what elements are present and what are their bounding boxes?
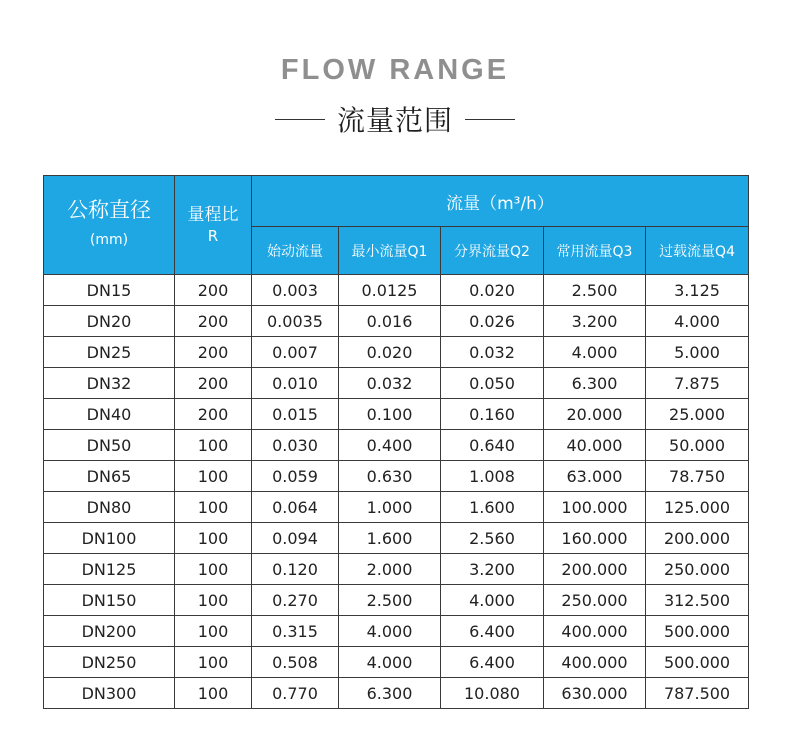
cell-flow-value: 20.000	[544, 399, 646, 430]
cell-flow-value: 3.200	[441, 554, 544, 585]
cell-flow-value: 4.000	[646, 306, 749, 337]
cell-range-ratio: 200	[175, 306, 252, 337]
table-row	[44, 368, 749, 399]
header-nominal-diameter	[44, 176, 175, 275]
cell-range-ratio: 100	[175, 678, 252, 709]
cell-flow-value: 1.000	[339, 492, 441, 523]
cell-flow-value: 200.000	[544, 554, 646, 585]
cell-flow-value: 0.160	[441, 399, 544, 430]
cell-flow-value: 0.032	[339, 368, 441, 399]
cell-flow-value: 312.500	[646, 585, 749, 616]
cell-flow-value: 6.300	[544, 368, 646, 399]
cell-flow-value: 200.000	[646, 523, 749, 554]
cell-nominal-diameter: DN20	[44, 306, 175, 337]
cell-flow-value: 0.064	[252, 492, 339, 523]
cell-flow-value: 1.600	[339, 523, 441, 554]
cell-nominal-diameter: DN150	[44, 585, 175, 616]
cell-range-ratio: 100	[175, 461, 252, 492]
cell-range-ratio: 200	[175, 337, 252, 368]
cell-flow-value: 4.000	[441, 585, 544, 616]
cell-flow-value: 0.630	[339, 461, 441, 492]
cell-flow-value: 4.000	[339, 647, 441, 678]
cell-flow-value: 125.000	[646, 492, 749, 523]
cell-flow-value: 10.080	[441, 678, 544, 709]
cell-flow-value: 0.508	[252, 647, 339, 678]
cell-flow-value: 100.000	[544, 492, 646, 523]
cell-flow-value: 787.500	[646, 678, 749, 709]
cell-flow-value: 500.000	[646, 647, 749, 678]
table-row	[44, 616, 749, 647]
section-title-cn: 流量范围	[336, 104, 453, 137]
header-nominal-diameter-label: 公称直径	[67, 198, 151, 222]
table-row	[44, 430, 749, 461]
cell-range-ratio: 200	[175, 368, 252, 399]
cell-flow-value: 250.000	[544, 585, 646, 616]
cell-flow-value: 3.200	[544, 306, 646, 337]
header-flow-subcolumn: 常用流量Q3	[544, 227, 646, 275]
cell-nominal-diameter: DN200	[44, 616, 175, 647]
table-row	[44, 523, 749, 554]
cell-flow-value: 2.500	[544, 275, 646, 306]
cell-flow-value: 0.270	[252, 585, 339, 616]
cell-flow-value: 0.030	[252, 430, 339, 461]
cell-flow-value: 400.000	[544, 616, 646, 647]
cell-flow-value: 0.020	[339, 337, 441, 368]
header-range-ratio-sub: R	[207, 227, 219, 245]
header-flow: 流量（m³/h）	[252, 176, 749, 227]
cell-flow-value: 0.007	[252, 337, 339, 368]
cell-flow-value: 0.120	[252, 554, 339, 585]
cell-nominal-diameter: DN32	[44, 368, 175, 399]
cell-flow-value: 250.000	[646, 554, 749, 585]
header-flow-subcolumn: 分界流量Q2	[441, 227, 544, 275]
cell-nominal-diameter: DN80	[44, 492, 175, 523]
cell-range-ratio: 200	[175, 275, 252, 306]
table-body	[44, 275, 749, 709]
title-divider-left	[275, 119, 325, 120]
header-nominal-diameter-unit: (mm)	[89, 232, 129, 248]
header-range-ratio-label: 量程比	[187, 205, 239, 225]
cell-flow-value: 630.000	[544, 678, 646, 709]
cell-flow-value: 40.000	[544, 430, 646, 461]
cell-flow-value: 0.020	[441, 275, 544, 306]
table-row	[44, 306, 749, 337]
cell-nominal-diameter: DN125	[44, 554, 175, 585]
cell-flow-value: 0.050	[441, 368, 544, 399]
cell-nominal-diameter: DN250	[44, 647, 175, 678]
section-title-en: FLOW RANGE	[280, 54, 510, 86]
cell-range-ratio: 100	[175, 616, 252, 647]
cell-nominal-diameter: DN25	[44, 337, 175, 368]
cell-flow-value: 0.770	[252, 678, 339, 709]
cell-flow-value: 3.125	[646, 275, 749, 306]
cell-flow-value: 4.000	[339, 616, 441, 647]
cell-nominal-diameter: DN50	[44, 430, 175, 461]
header-flow-subcolumn: 过载流量Q4	[646, 227, 749, 275]
cell-range-ratio: 100	[175, 647, 252, 678]
table-row	[44, 554, 749, 585]
cell-nominal-diameter: DN100	[44, 523, 175, 554]
cell-flow-value: 400.000	[544, 647, 646, 678]
header-flow-subcolumn: 始动流量	[252, 227, 339, 275]
cell-flow-value: 0.026	[441, 306, 544, 337]
cell-flow-value: 6.300	[339, 678, 441, 709]
cell-range-ratio: 100	[175, 554, 252, 585]
cell-flow-value: 2.560	[441, 523, 544, 554]
cell-range-ratio: 100	[175, 430, 252, 461]
cell-flow-value: 2.500	[339, 585, 441, 616]
cell-flow-value: 63.000	[544, 461, 646, 492]
cell-flow-value: 1.008	[441, 461, 544, 492]
table-row	[44, 337, 749, 368]
table-row	[44, 399, 749, 430]
cell-flow-value: 0.010	[252, 368, 339, 399]
section-title-cn-row	[0, 99, 790, 139]
cell-flow-value: 0.0035	[252, 306, 339, 337]
cell-flow-value: 0.015	[252, 399, 339, 430]
table-row	[44, 647, 749, 678]
cell-range-ratio: 100	[175, 523, 252, 554]
cell-range-ratio: 200	[175, 399, 252, 430]
cell-flow-value: 50.000	[646, 430, 749, 461]
cell-flow-value: 6.400	[441, 647, 544, 678]
cell-flow-value: 0.315	[252, 616, 339, 647]
table-row	[44, 492, 749, 523]
cell-flow-value: 0.003	[252, 275, 339, 306]
table-row	[44, 585, 749, 616]
table-row	[44, 678, 749, 709]
cell-flow-value: 7.875	[646, 368, 749, 399]
cell-nominal-diameter: DN15	[44, 275, 175, 306]
cell-flow-value: 0.094	[252, 523, 339, 554]
title-divider-right	[465, 119, 515, 120]
cell-flow-value: 0.016	[339, 306, 441, 337]
cell-nominal-diameter: DN40	[44, 399, 175, 430]
cell-flow-value: 0.640	[441, 430, 544, 461]
cell-flow-value: 0.100	[339, 399, 441, 430]
cell-flow-value: 1.600	[441, 492, 544, 523]
cell-flow-value: 25.000	[646, 399, 749, 430]
cell-flow-value: 0.400	[339, 430, 441, 461]
cell-nominal-diameter: DN300	[44, 678, 175, 709]
cell-flow-value: 0.032	[441, 337, 544, 368]
cell-flow-value: 78.750	[646, 461, 749, 492]
header-range-ratio	[175, 176, 252, 275]
flow-range-table	[43, 175, 749, 709]
cell-flow-value: 500.000	[646, 616, 749, 647]
cell-nominal-diameter: DN65	[44, 461, 175, 492]
cell-range-ratio: 100	[175, 492, 252, 523]
cell-flow-value: 2.000	[339, 554, 441, 585]
cell-flow-value: 5.000	[646, 337, 749, 368]
cell-range-ratio: 100	[175, 585, 252, 616]
cell-flow-value: 0.0125	[339, 275, 441, 306]
header-flow-subcolumn: 最小流量Q1	[339, 227, 441, 275]
table-row	[44, 275, 749, 306]
cell-flow-value: 0.059	[252, 461, 339, 492]
cell-flow-value: 6.400	[441, 616, 544, 647]
cell-flow-value: 160.000	[544, 523, 646, 554]
cell-flow-value: 4.000	[544, 337, 646, 368]
table-row	[44, 461, 749, 492]
